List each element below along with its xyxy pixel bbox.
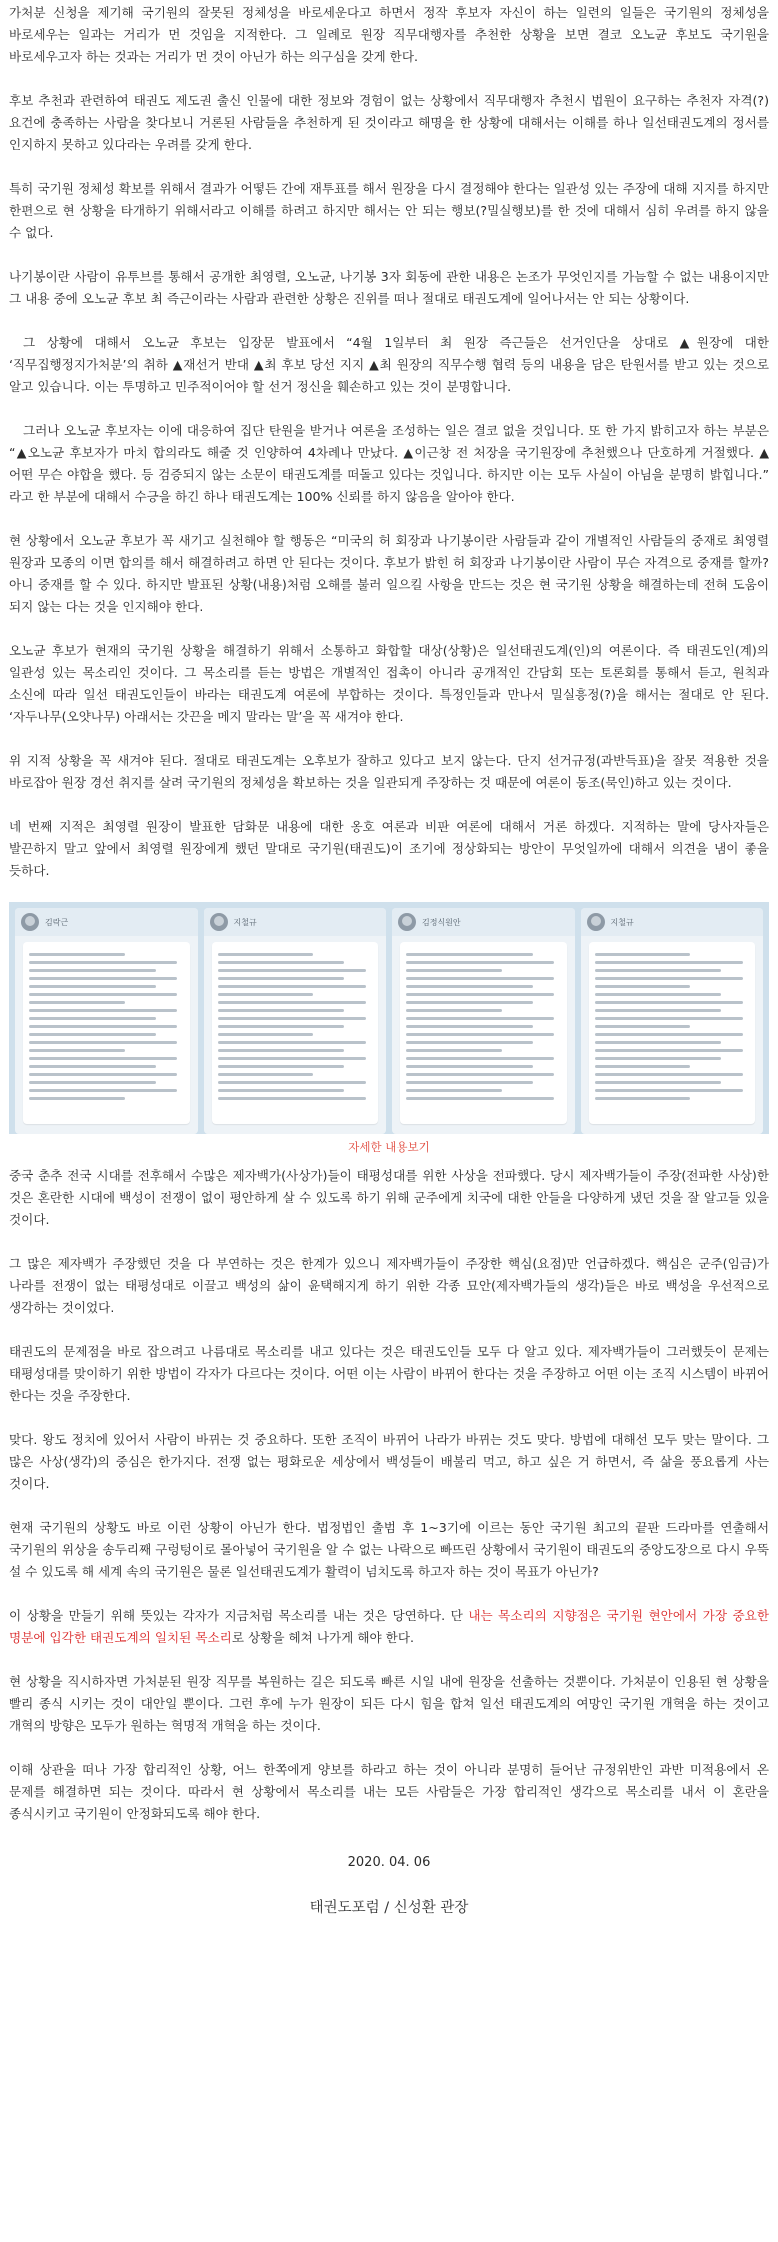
figure-caption-link[interactable]: 자세한 내용보기 [348, 1140, 430, 1154]
chat-panel-header [581, 908, 764, 936]
highlight-red-text: 내는 목소리의 지향점은 국기원 현안에서 가장 중요한 명분에 입각한 태권도계의 일치된 목소리 [9, 1608, 769, 1645]
message-screenshot-image[interactable] [9, 902, 769, 1134]
highlight-before: 이 상황을 만들기 위해 뜻있는 각자가 지금처럼 목소리를 내는 것은 당연하다. 단 [9, 1608, 469, 1623]
chat-sender-name: 지철규 [610, 917, 634, 927]
chat-panel [204, 908, 387, 1134]
chat-bubble [23, 942, 190, 1124]
chat-sender-name: 지철규 [233, 917, 257, 927]
chat-sender-name: 김락근 [45, 917, 69, 927]
article-paragraph: 오노균 후보가 현재의 국기원 상황을 해결하기 위해서 소통하고 화합할 대상(상황)은 일선태권도계(인)의 여론이다. 즉 태권도인(계)의 일관성 있는 목소리인 것이다. 그 목소리를 듣는 방법은 개별적인 접촉이 아니라 공개적인 간담회 또는 토론회를 통해서 듣고, 원칙과 소신에 따라 일선 태권도인들이 바라는 태권도계 여론에 부합하는 것이다. 특정인들과 만나서 밀실흥정(?)을 해서는 절대로 안 된다. ‘자두나무(오얏나무) 아래서는 갓끈을 메지 말라는 말’을 꼭 새겨야 한다. [9, 643, 769, 724]
article-paragraph-highlight [9, 1605, 769, 1649]
chat-panel-header [392, 908, 575, 936]
chat-panel-header [204, 908, 387, 936]
chat-panel [392, 908, 575, 1134]
article-paragraph: 이해 상관을 떠나 가장 합리적인 상황, 어느 한쪽에게 양보를 하라고 하는 것이 아니라 분명히 들어난 규정위반인 과반 미적용에서 온 문제를 해결하면 되는 것이다. 따라서 현 상황에서 목소리를 내는 모든 사람들은 가장 합리적인 생각으로 목소리를 내서 이 혼란을 종식시키고 국기원이 안정화되도록 해야 한다. [9, 1762, 769, 1821]
article-paragraph: 그 많은 제자백가 주장했던 것을 다 부연하는 것은 한계가 있으니 제자백가들이 주장한 핵심(요점)만 언급하겠다. 핵심은 군주(임금)가 나라를 전쟁이 없는 태평성대로 이끌고 백성의 삶이 윤택해지게 하기 위한 각종 묘안(제자백가들의 생각)들은 바로 백성을 우선적으로 생각하는 것이었다. [9, 1256, 769, 1315]
avatar [21, 913, 39, 931]
chat-bubble [589, 942, 756, 1124]
highlight-after: 로 상황을 헤쳐 나가게 해야 한다. [231, 1630, 414, 1645]
article-paragraph: 후보 추천과 관련하여 태권도 제도권 출신 인물에 대한 정보와 경험이 없는 상황에서 직무대행자 추천시 법원이 요구하는 추천자 자격(?) 요건에 충족하는 사람을 찾다보니 거론된 사람들을 추천하게 된 것이라고 해명을 한 상황에 대해서는 이해를 하나 일선태권도계의 정서를 인지하지 못하고 있다라는 우려를 갖게 한다. [9, 93, 769, 152]
article-paragraph: 태권도의 문제점을 바로 잡으려고 나름대로 목소리를 내고 있다는 것은 태권도인들 모두 다 알고 있다. 제자백가들이 그러했듯이 문제는 태평성대를 맞이하기 위한 방법이 각자가 다르다는 것이다. 어떤 이는 사람이 바뀌어 한다는 것을 주장하고 어떤 이는 조직 시스템이 바뀌어 한다는 것을 주장한다. [9, 1344, 769, 1403]
chat-panel [581, 908, 764, 1134]
article-paragraph: 위 지적 상황을 꼭 새겨야 된다. 절대로 태권도계는 오후보가 잘하고 있다고 보지 않는다. 단지 선거규정(과반득표)을 잘못 적용한 것을 바로잡아 원장 경선 취지를 살려 국기원의 정체성을 확보하는 것을 일관되게 주장하는 것 때문에 여론이 동조(묵인)하고 있는 것이다. [9, 753, 769, 790]
article-body [9, 0, 769, 1917]
article-paragraph: 특히 국기원 정체성 확보를 위해서 결과가 어떻든 간에 재투표를 해서 원장을 다시 결정해야 한다는 일관성 있는 주장에 대해 지지를 하지만 한편으로 현 상황을 타개하기 위해서라고 이해를 하려고 하지만 해서는 안 되는 행보(?밀실행보)를 한 것에 대해서 심히 우려를 하지 않을 수 없다. [9, 181, 769, 240]
chat-bubble [212, 942, 379, 1124]
article-paragraph: 네 번째 지적은 최영렬 원장이 발표한 담화문 내용에 대한 옹호 여론과 비판 여론에 대해서 거론 하겠다. 지적하는 말에 당사자들은 발끈하지 말고 앞에서 최영렬 원장에게 했던 말대로 국기원(태권도)이 조기에 정상화되는 방안이 무엇일까에 대해서 의견을 냄이 좋을 듯하다. [9, 819, 769, 878]
article-paragraph: 그러나 오노균 후보자는 이에 대응하여 집단 탄원을 받거나 여론을 조성하는 일은 결코 없을 것입니다. 또 한 가지 밝히고자 하는 부분은 “▲오노균 후보자가 마치 합의라도 해줄 것 인양하여 4차례나 만났다. ▲이근창 전 처장을 국기원장에 추천했으나 단호하게 거절했다. ▲어떤 무슨 야합을 했다. 등 검증되지 않는 소문이 태권도계를 떠돌고 있다는 것입니다. 하지만 이는 모두 사실이 아님을 분명히 밝힙니다.” 라고 한 부분에 대해서 수긍을 하긴 하나 태권도계는 100% 신뢰를 하지 않음을 알아야 한다. [9, 423, 769, 504]
article-date: 2020. 04. 06 [347, 1855, 431, 1870]
article-paragraph: 그 상황에 대해서 오노균 후보는 입장문 발표에서 “4월 1일부터 최 원장 즉근들은 선거인단을 상대로 ▲원장에 대한 ‘직무집행정지가처분’의 취하 ▲재선거 반대 ▲최 후보 당선 지지 ▲최 원장의 직무수행 협력 등의 내용을 담은 탄원서를 받고 있는 것으로 알고 있습니다. 이는 투명하고 민주적이어야 할 선거 정신을 훼손하고 있는 것이 분명합니다. [9, 335, 769, 394]
article-paragraph: 맞다. 왕도 정치에 있어서 사람이 바뀌는 것 중요하다. 또한 조직이 바뀌어 나라가 바뀌는 것도 맞다. 방법에 대해선 모두 맞는 말이다. 그 많은 사상(생각)의 중심은 한가지다. 전쟁 없는 평화로운 세상에서 백성들이 배불리 먹고, 하고 싶은 거 하면서, 즉 삶을 풍요롭게 사는 것이다. [9, 1432, 769, 1491]
chat-sender-name: 김정식원안 [422, 917, 461, 927]
message-screenshot-figure [9, 902, 769, 1155]
article-paragraph: 현 상황에서 오노균 후보가 꼭 새기고 실천해야 할 행동은 “미국의 허 회장과 나기봉이란 사람들과 같이 개별적인 사람들의 중재로 최영렬 원장과 모종의 이면 합의를 해서 해결하려고 하면 안 된다는 것이다. 후보가 밝힌 허 회장과 나기봉이란 사람이 무슨 자격으로 중재를 할까? 아니 중재를 할 수 있다. 하지만 발표된 상황(내용)처럼 오해를 불러 일으킬 사항을 만드는 것은 현 국기원 상황을 해결하는데 전혀 도움이 되지 않는 다는 것을 인지해야 한다. [9, 533, 769, 614]
article-signature: 태권도포럼 / 신성환 관장 [309, 1900, 469, 1916]
avatar [398, 913, 416, 931]
article-paragraph: 현재 국기원의 상황도 바로 이런 상황이 아닌가 한다. 법정법인 출범 후 1~3기에 이르는 동안 국기원 최고의 끝판 드라마를 연출해서 국기원의 위상을 송두리째 구렁텅이로 몰아넣어 국기원을 알 수 없는 나락으로 빠뜨린 상황에서 국기원이 태권도의 중앙도장으로 다시 우뚝 설 수 있도록 해 세계 속의 국기원은 물론 일선태권도계가 활력이 넘치도록 하고자 하는 것이 목표가 아닌가? [9, 1520, 769, 1579]
avatar [587, 913, 605, 931]
chat-panel [15, 908, 198, 1134]
chat-panel-header [15, 908, 198, 936]
article-paragraph: 중국 춘추 전국 시대를 전후해서 수많은 제자백가(사상가)들이 태평성대를 위한 사상을 전파했다. 당시 제자백가들이 주장(전파한 사상)한 것은 혼란한 시대에 백성이 전쟁이 없이 평안하게 살 수 있도록 하기 위해 군주에게 치국에 대한 안들을 다양하게 냈던 것을 잘 알고들 있을 것이다. [9, 1168, 769, 1227]
chat-bubble [400, 942, 567, 1124]
article-paragraph: 가처분 신청을 제기해 국기원의 잘못된 정체성을 바로세운다고 하면서 정작 후보자 자신이 하는 일련의 일들은 국기원의 정체성을 바로세우는 일과는 거리가 먼 것임을 지적한다. 그 일례로 원장 직무대행자를 추천한 상황을 보면 결코 오노균 후보도 국기원을 바로세우고자 하는 것과는 거리가 먼 것이 아닌가 하는 의구심을 갖게 한다. [9, 5, 769, 64]
article-paragraph: 나기봉이란 사람이 유투브를 통해서 공개한 최영렬, 오노균, 나기봉 3자 회동에 관한 내용은 논조가 무엇인지를 가늠할 수 없는 내용이지만 그 내용 중에 오노균 후보 최 즉근이라는 사람과 관련한 상황은 진위를 떠나 절대로 태권도계에 일어나서는 안 되는 상황이다. [9, 269, 769, 306]
article-paragraph: 현 상황을 직시하자면 가처분된 원장 직무를 복원하는 길은 되도록 빠른 시일 내에 원장을 선출하는 것뿐이다. 가처분이 인용된 현 상황을 빨리 종식 시키는 것이 대안일 뿐이다. 그런 후에 누가 원장이 되든 다시 힘을 합쳐 일선 태권도계의 여망인 국기원 개혁을 하는 것이고 개혁의 방향은 모두가 원하는 혁명적 개혁을 하는 것이다. [9, 1674, 769, 1733]
avatar [210, 913, 228, 931]
